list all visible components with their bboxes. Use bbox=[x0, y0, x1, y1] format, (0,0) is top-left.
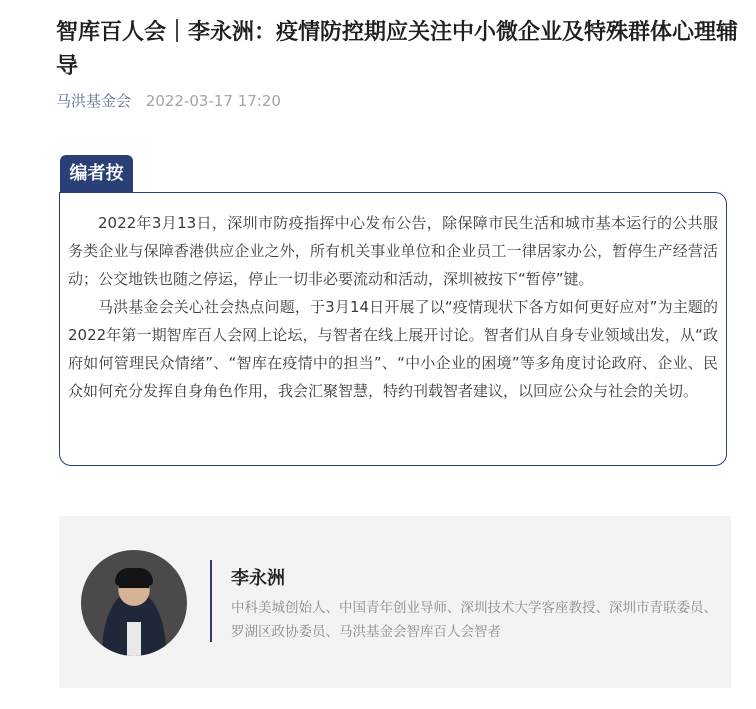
avatar bbox=[81, 550, 187, 656]
publish-date: 2022-03-17 17:20 bbox=[145, 92, 281, 110]
editor-note-box bbox=[59, 192, 727, 466]
article-title: 智库百人会｜李永洲：疫情防控期应关注中小微企业及特殊群体心理辅导 bbox=[56, 20, 739, 79]
profile-description: 中科美城创始人、中国青年创业导师、深圳技术大学客座教授、深圳市青联委员、罗湖区政协委员、马洪基金会智库百人会智者 bbox=[231, 600, 717, 640]
profile-divider bbox=[210, 560, 212, 642]
author-link[interactable]: 马洪基金会 bbox=[56, 92, 132, 110]
article-meta bbox=[56, 90, 281, 112]
editor-note-paragraph-1: 2022年3月13日，深圳市防疫指挥中心发布公告，除保障市民生活和城市基本运行的公共服务类企业与保障香港供应企业之外，所有机关事业单位和企业员工一律居家办公，暂停生产经营活动；公交地铁也随之停运，停止一切非必要流动和活动，深圳被按下“暂停”键。 bbox=[68, 214, 718, 288]
avatar-hair bbox=[115, 568, 153, 586]
editor-note-paragraph-2: 马洪基金会关心社会热点问题，于3月14日开展了以“疫情现状下各方如何更好应对”为主题的2022年第一期智库百人会网上论坛，与智者在线上展开讨论。智者们从自身专业领域出发，从“政府如何管理民众情绪”、“智库在疫情中的担当”、“中小企业的困境”等多角度讨论政府、企业、民众如何充分发挥自身角色作用，我会汇聚智慧，特约刊载智者建议，以回应公众与社会的关切。 bbox=[68, 298, 718, 400]
profile-name: 李永洲 bbox=[231, 568, 285, 589]
profile-card bbox=[59, 516, 731, 688]
editor-note-label: 编者按 bbox=[60, 155, 133, 193]
avatar-glasses bbox=[119, 586, 149, 596]
avatar-shirt bbox=[127, 622, 141, 656]
